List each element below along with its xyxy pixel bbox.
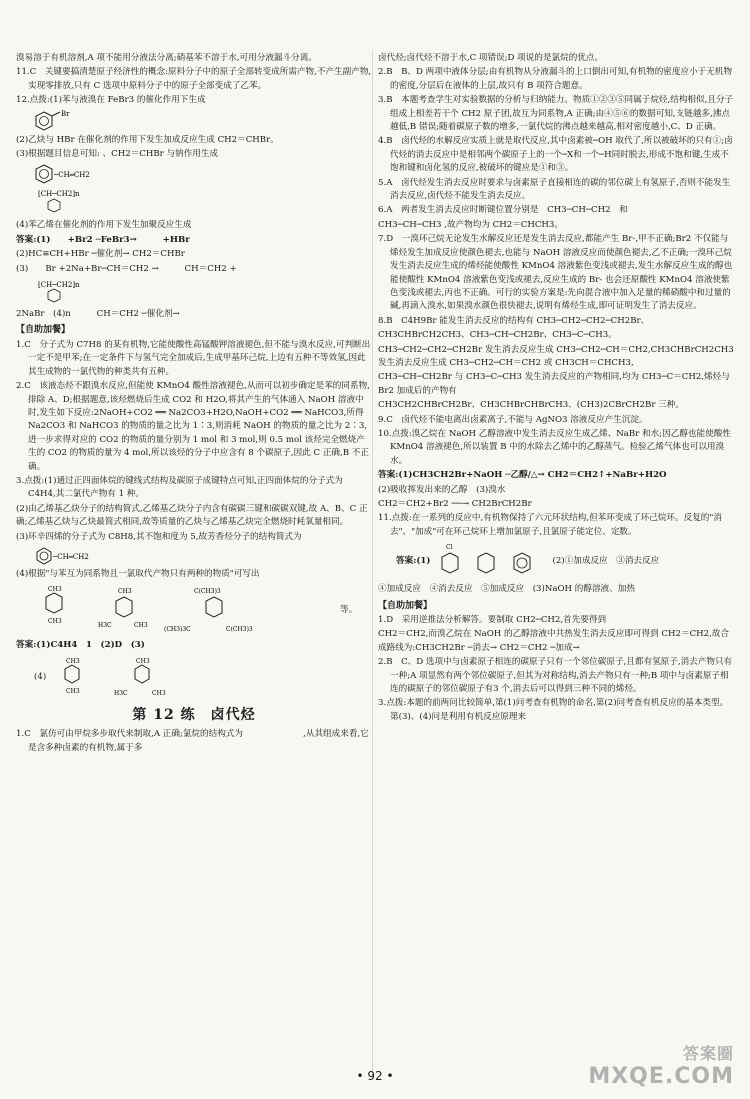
- bromobenzene-structure: [34, 110, 372, 132]
- left-p18: 答案:(1)C4H4 1 (2)D (3): [16, 640, 145, 651]
- svg-text:H3C: H3C: [98, 622, 112, 630]
- right-p24: CH2＝CH2,而溴乙烷在 NaOH 的乙醇溶液中共热发生消去反应即可得到 CH2＝CH2,故合成路线为:CH3CH2Br ─消去→ CH2＝CH2 ─加成→: [378, 629, 730, 653]
- right-p3: 3.B 本题考查学生对实验数据的分析与归纳能力。物质①②③⑤同属于烷烃,结构相似,且分子组成上相差若干个 CH2 原子团,故互为同系物,A 正确;由④⑤⑥的数据可知,支链越多,沸点越低,B 错误;随着碳原子数的增多,一氯代烷的沸点越来越高,相对密度越小,C、D 正确。: [378, 95, 734, 133]
- section-heading-1: 【自助加餐】: [16, 325, 71, 336]
- svg-text:─CH═CH2: ─CH═CH2: [53, 552, 89, 561]
- methylbenzene-structures: [34, 583, 372, 637]
- right-p25: 2.B C、D 选项中与卤素原子相连的碳原子只有一个邻位碳原子,且都有氢原子,消去产物只有一种;A 项显然有两个邻位碳原子,但其为对称结构,消去产物只有一种;B 项中与卤素原子相连的碳原子的邻位碳原子有3 个,消去后可以得到三种不同的烯烃。: [378, 657, 733, 695]
- svg-text:CH3: CH3: [152, 689, 166, 697]
- right-column: [378, 52, 734, 725]
- right-p22: ④加成反应 ④消去反应 ⑤加成反应 (3)NaOH 的醇溶液、加热: [378, 584, 635, 595]
- left-p15: (3)环辛四烯的分子式为 C8H8,其不饱和度为 5,故芳香烃分子的结构简式为: [16, 531, 302, 542]
- svg-text:CH3: CH3: [118, 588, 132, 596]
- svg-text:CH3: CH3: [134, 622, 148, 630]
- right-p6: 6.A 两者发生消去反应时断键位置分别是 CH3─CH─CH2 和: [378, 205, 628, 216]
- styrene-structure: [34, 163, 372, 185]
- right-p2: 2.B B、D 两项中液体分层;由有机物从分液漏斗的上口倒出可知,有机物的密度应小于无机物的密度,分层后在液体的上层,故只有 B 项符合题意。: [378, 67, 733, 91]
- svg-text:C(CH3)3: C(CH3)3: [226, 626, 253, 634]
- left-p1: 溴易溶于有机溶剂,A 项不能用分液法分离;硝基苯不溶于水,可用分液漏斗分离。: [16, 53, 317, 63]
- left-p16: (4)根据"与苯互为同系物且一氯取代产物只有两种的物质"可写出: [16, 568, 260, 579]
- right-p13: CH3CH2CHBrCH2Br、CH3CHBrCHBrCH3、(CH3)2CBrCH2Br 三种。: [378, 400, 684, 411]
- section-heading-2: 【自助加餐】: [378, 600, 433, 611]
- right-p20: 答案:(1): [396, 555, 431, 566]
- right-p15: 10.点拨:溴乙烷在 NaOH 乙醇溶液中发生消去反应生成乙烯、NaBr 和水;因乙醇也能使酸性 KMnO4 溶液褪色,所以装置 B 中的水除去乙烯中的乙醇蒸气。检验乙烯气体也可以用溴水。: [378, 428, 731, 466]
- left-p9: (3) Br +2Na+Br─CH＝CH2 → CH＝CH2 +: [16, 263, 237, 274]
- right-p12: CH3─CH─CH2Br 与 CH3─C─CH3 发生消去反应的产物相同,均为 CH3─C＝CH2,烯烃与 Br2 加成后的产物有: [378, 372, 730, 396]
- left-p13: 3.点拨:(1)通过正四面体烷的键线式结构及碳原子成键特点可知,正四面体烷的分子式为 C4H4,其二氯代产物有 1 种。: [16, 475, 343, 500]
- svg-text:[CH─CH2]n: [CH─CH2]n: [38, 190, 80, 199]
- svg-text:─CH═CH2: ─CH═CH2: [54, 171, 90, 180]
- watermark-cn: 答案圈: [682, 1044, 734, 1063]
- left-p2: 11.C 关键要搞清楚原子经济性的概念:原料分子中的原子全部转变成所需产物,不产生副产物,实现零排放,只有 C 选项中原料分子中的原子全部变成了乙苯。: [16, 67, 372, 91]
- watermark-en: MXQE.COM: [588, 1064, 734, 1089]
- right-p17: (2)吸收挥发出来的乙醇 (3)溴水: [378, 484, 506, 495]
- column-divider: [372, 50, 373, 1080]
- svg-text:CH3: CH3: [48, 618, 62, 626]
- left-p10: 2NaBr (4)n CH＝CH2 ─催化剂→: [16, 309, 180, 320]
- svg-text:[CH─CH2]n: [CH─CH2]n: [38, 281, 80, 290]
- svg-text:CH3: CH3: [136, 657, 150, 665]
- svg-text:Cl: Cl: [446, 544, 453, 552]
- polystyrene-answer-structure: [34, 278, 372, 306]
- right-p10: CH3CHBrCH2CH3、CH3─CH─CH2Br、CH3─C─CH3。: [378, 330, 617, 341]
- left-column: [16, 52, 372, 756]
- left-p8: (2)HC≡CH+HBr ─催化剂→ CH2＝CHBr: [16, 249, 185, 260]
- right-p18: CH2＝CH2+Br2 ──→ CH2BrCH2Br: [378, 499, 532, 509]
- answer-11-structures: [396, 541, 734, 581]
- left-p19: (4): [34, 672, 47, 683]
- right-p4: 4.B 卤代烃的水解反应实质上就是取代反应,其中卤素被─OH 取代了,所以被破坏的只有①;卤代烃的消去反应中是相邻两个碳原子上的一个─X和一个─H同时脱去,形成不饱和键,生成不饱和键和卤化氢的反应,被破坏的键应是①和③。: [378, 136, 733, 174]
- left-p3: 12.点拨:(1)苯与液溴在 FeBr3 的催化作用下生成: [16, 95, 206, 106]
- page-number: • 92 •: [356, 1069, 394, 1083]
- chapter-title: 第 12 练 卤代烃: [132, 706, 256, 723]
- svg-text:CH3: CH3: [66, 657, 80, 665]
- left-p7: 答案:(1) +Br2 ─FeBr3→ +HBr: [16, 234, 190, 245]
- polystyrene-structure: [34, 187, 372, 217]
- right-p19: 11.点拨:在一系列的反应中,有机物保持了六元环状结构,但苯环变成了环己烷环。反复的"消去"、"加成"可在环己烷环上增加氯原子,且氯原子能定位、定数。: [378, 513, 722, 537]
- right-p16: 答案:(1)CH3CH2Br+NaOH ─乙醇/△→ CH2＝CH2↑+NaBr+H2O: [378, 470, 667, 481]
- svg-text:(CH3)3C: (CH3)3C: [164, 626, 191, 634]
- right-p1: 卤代烃;卤代烃不溶于水,C 项错误;D 项说的是氯烷的优点。: [378, 53, 604, 63]
- right-p21: (2)①加成反应 ③消去反应: [552, 555, 660, 566]
- svg-text:CH3: CH3: [66, 687, 80, 695]
- left-p12: 2.C 该液态烃不跟溴水反应,但能使 KMnO4 酸性溶液褪色,从而可以初步确定是苯的同系物,排除 A、D;根据题意,该烃燃烧后生成 CO2 和 H2O,将其产生的气体通入 NaOH 溶液中时,发生如下反应:2NaOH+CO2 ══ Na2CO3+H2O,NaOH+CO2 ══ NaHCO3,所得 Na2CO3 和 NaHCO3 的物质的量之比为 1∶3,则消耗 NaOH 的物质的量之比为 2∶3,进一步求得对应的 CO2 的物质的量分别为 1 mol 和 3 mol,则 0.5 mol 该烃完全燃烧产生的 CO2 的物质的量为 4 mol,所以该烃的分子中应含有 8 个碳原子,因此 C 正确,B 不正确。: [16, 381, 370, 472]
- svg-text:CH3: CH3: [48, 586, 62, 594]
- watermark-logo: [588, 1041, 734, 1089]
- svg-text:H3C: H3C: [114, 689, 128, 697]
- right-p11: CH3─CH2─CH2─CH2Br 发生消去反应生成 CH3─CH2─CH＝CH2,CH3CHBrCH2CH3 发生消去反应生成 CH3─CH2─CH＝CH2 或 CH3CH＝CHCH3,: [378, 344, 734, 368]
- left-p14: (2)由乙烯基乙炔分子的结构简式,乙烯基乙炔分子内含有碳碳三键和碳碳双键,故 A、B、C 正确;乙烯基乙炔与乙炔最简式相同,故等质量的乙炔与乙烯基乙炔完全燃烧时耗氧量相同。: [16, 503, 368, 528]
- svg-text:Br: Br: [61, 109, 70, 118]
- left-p6: (4)苯乙烯在催化剂的作用下发生加聚反应生成: [16, 220, 192, 231]
- left-p20: 1.C 氯仿可由甲烷多步取代来制取,A 正确;氯烷的结构式为 ,从其组成来看,它是含多种卤素的有机物,属于多: [16, 729, 369, 753]
- answer-4-structures: [34, 655, 372, 701]
- left-p17: 等。: [340, 604, 358, 615]
- right-p23: 1.D 采用逆推法分析解答。要制取 CH2─CH2,首先要得到: [378, 615, 607, 626]
- left-p4: (2)乙炔与 HBr 在催化剂的作用下发生加成反应生成 CH2＝CHBr。: [16, 134, 279, 145]
- right-p5: 5.A 卤代烃发生消去反应时要求与卤素原子直接相连的碳的邻位碳上有氢原子,否则不能发生消去反应,卤代烃不能发生消去反应。: [378, 177, 731, 202]
- right-p26: 3.点拨:本题的前两问比较简单,第(1)问考查有机物的命名,第(2)问考查有机反应的基本类型。第(3)、(4)问是利用有机反应原理来: [378, 698, 729, 722]
- right-p8: 7.D 一溴环己烷无论发生水解反应还是发生消去反应,都能产生 Br-,甲不正确;Br2 不仅能与烯烃发生加成反应使颜色褪去,也能与 NaOH 溶液反应而使颜色褪去,乙不正确;一溴环己烷发生消去反应生成的烯烃能使酸性 KMnO4 溶液紫色变浅或褪去,发生水解反应生成的醇也能使酸性 KMnO4 溶液紫色变浅或褪去,反应生成的 Br- 也会还原酸性 KMnO4 溶液使紫色变浅或褪去,丙也不正确。可行的实验方案是:先向混合液中加入足量的稀硝酸中和过量的碱,再滴入溴水,如果溴水颜色很快褪去,说明有烯烃生成,即可证明发生了消去反应。: [378, 234, 733, 312]
- left-p5: (3)根据题目信息可知: 、CH2＝CHBr 与钠作用生成: [16, 149, 219, 160]
- styrene-structure-2: [34, 546, 372, 566]
- right-p14: 9.C 卤代烃不能电离出卤素离子,不能与 AgNO3 溶液反应产生沉淀。: [378, 414, 648, 425]
- right-p9: 8.B C4H9Br 能发生消去反应的结构有 CH3─CH2─CH2─CH2Br、: [378, 315, 650, 326]
- right-p7: CH3─CH─CH3 ,故产物均为 CH2＝CHCH3。: [378, 219, 563, 230]
- svg-text:C(CH3)3: C(CH3)3: [194, 588, 221, 596]
- left-p11: 1.C 分子式为 C7H8 的某有机物,它能使酸性高锰酸钾溶液褪色,但不能与溴水反应,可判断出一定不是甲苯;在一定条件下与氢气完全加成后,生成甲基环己烷,上边有五种不等效氢,因此其生成物的一氯代物的种类共有五种。: [16, 339, 371, 377]
